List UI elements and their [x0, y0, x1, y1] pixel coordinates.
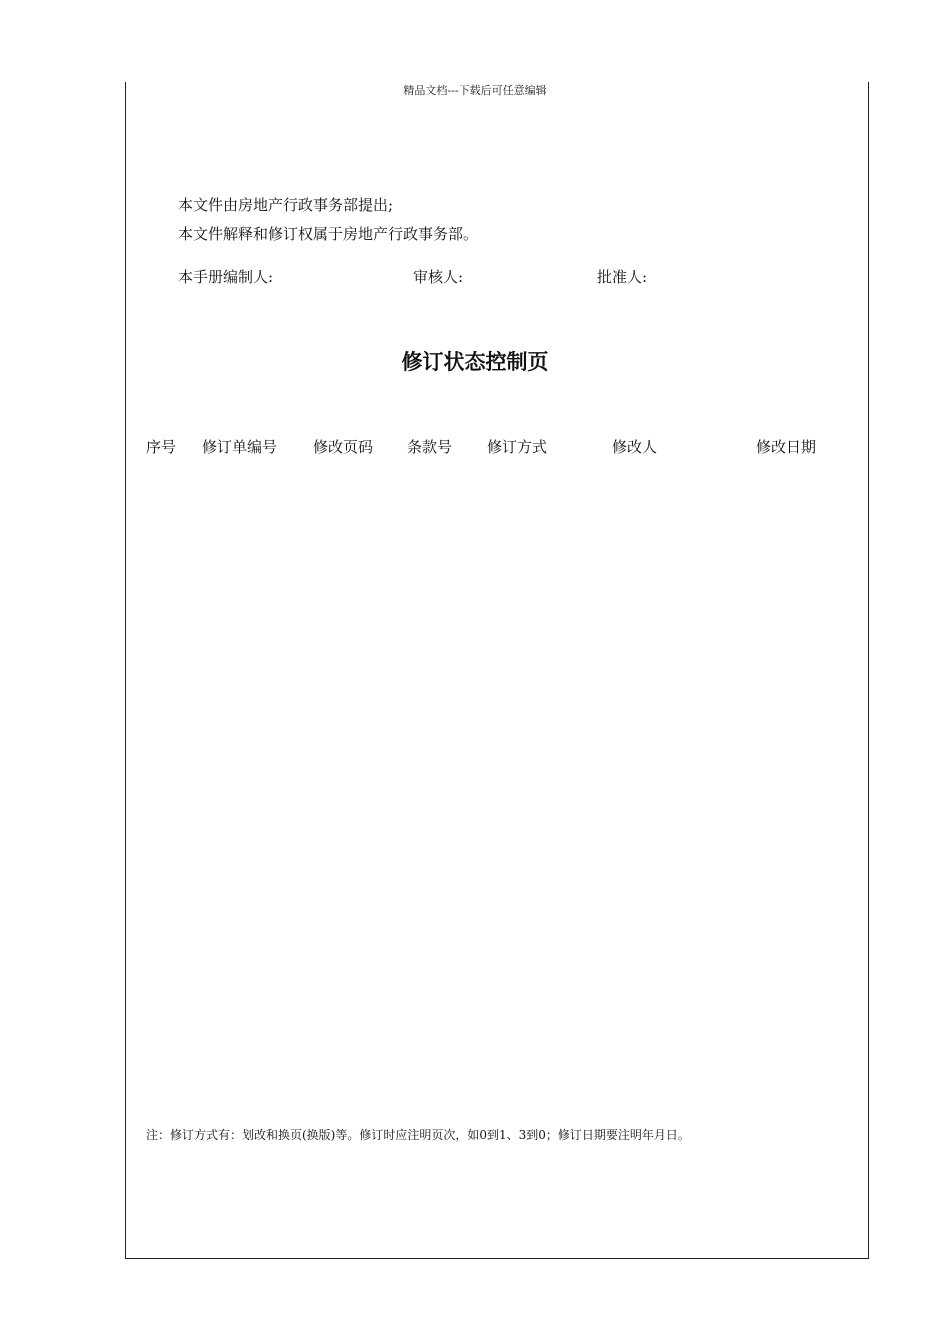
- column-header-reviser: 修改人: [612, 438, 658, 456]
- signature-reviewer-label: 审核人:: [413, 268, 464, 286]
- page-border: [125, 82, 869, 1259]
- document-header-note: 精品文档---下载后可任意编辑: [403, 84, 547, 97]
- footnote: 注：修订方式有：划改和换页(换版)等。修订时应注明页次，如0到1、3到0；修订日期要注明年月日。: [146, 1128, 690, 1142]
- column-header-revision-method: 修订方式: [487, 438, 548, 456]
- column-header-revision-date: 修改日期: [756, 438, 817, 456]
- column-header-revision-number: 修订单编号: [202, 438, 278, 456]
- statement-interpretation: 本文件解释和修订权属于房地产行政事务部。: [178, 225, 479, 243]
- column-header-page-number: 修改页码: [313, 438, 374, 456]
- column-header-serial: 序号: [146, 438, 177, 456]
- page-title: 修订状态控制页: [401, 350, 549, 374]
- signature-approver-label: 批准人:: [597, 268, 648, 286]
- signature-compiler-label: 本手册编制人:: [178, 268, 274, 286]
- column-header-clause-number: 条款号: [407, 438, 453, 456]
- statement-proposer: 本文件由房地产行政事务部提出;: [178, 196, 394, 214]
